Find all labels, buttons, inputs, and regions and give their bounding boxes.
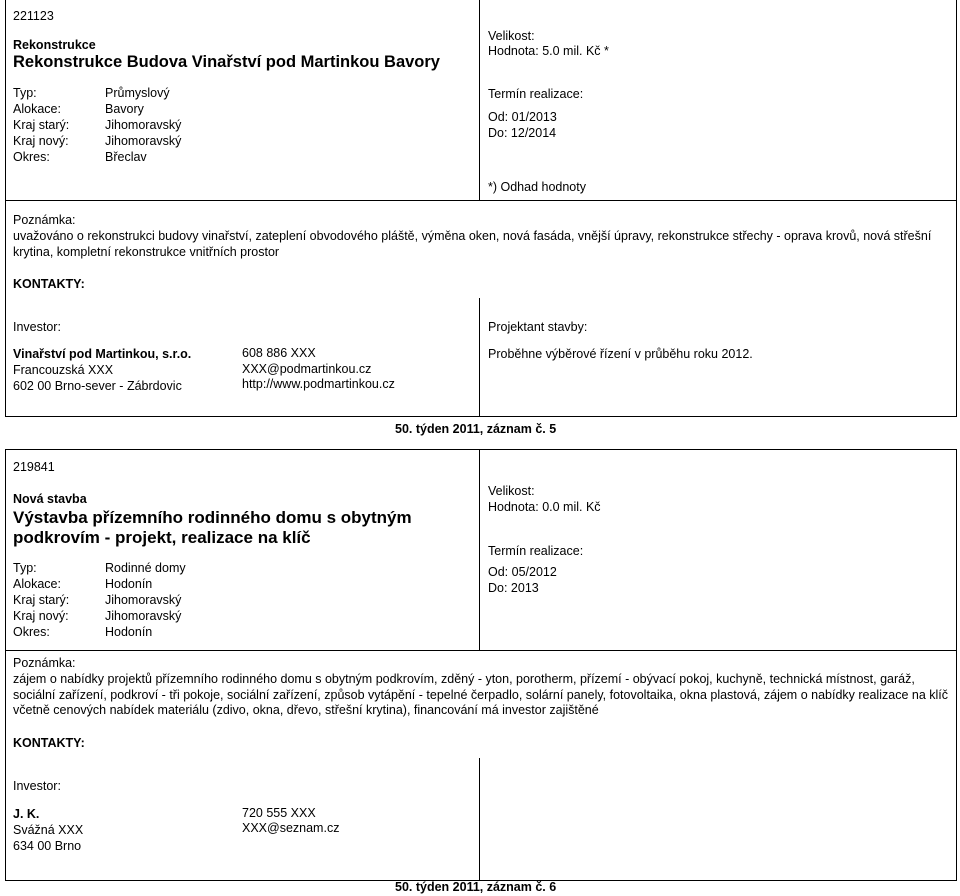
record-2-hline (5, 650, 957, 651)
size-value: Hodnota: 5.0 mil. Kč * (488, 44, 609, 58)
field-label-allocation: Alokace: (13, 577, 61, 591)
field-value-allocation: Bavory (105, 102, 144, 116)
field-label-district: Okres: (13, 625, 50, 639)
field-value-allocation: Hodonín (105, 577, 153, 591)
field-label-type: Typ: (13, 561, 37, 575)
note-text: zájem o nabídky projektů přízemního rodinného domu s obytným podkrovím, zděný - yton, porotherm, přízemí - obývací pokoj, kuchyně, technická místnost, garáž, sociální zařízení, podkroví - tři pokoje, sociální zařízení, způsob vytápění - tepelné čerpadlo, solární panely, fotovoltaika, okna plastová, zájem o nabídky realizace na klíč včetně cenových nabídek materiálu (zdivo, okna, dřevo, střešní krytina), financování má investor zajištěné (13, 672, 948, 717)
investor-email: XXX@seznam.cz (242, 821, 340, 835)
record-title: Výstavba přízemního rodinného domu s obytným podkrovím - projekt, realizace na klíč (13, 508, 412, 547)
field-label-old-region: Kraj starý: (13, 118, 70, 132)
designer-text: Proběhne výběrové řízení v průběhu roku 2012. (488, 347, 753, 361)
note-label: Poznámka: (13, 213, 76, 227)
field-label-old-region: Kraj starý: (13, 593, 70, 607)
field-label-allocation: Alokace: (13, 102, 61, 116)
investor-phone: 720 555 XXX (242, 806, 316, 820)
record-id: 219841 (13, 460, 55, 474)
term-label: Termín realizace: (488, 87, 584, 101)
investor-phone: 608 886 XXX (242, 346, 316, 360)
record-2-contacts-divider (479, 758, 480, 880)
field-value-old-region: Jihomoravský (105, 593, 182, 607)
field-value-new-region: Jihomoravský (105, 134, 182, 148)
field-value-type: Průmyslový (105, 86, 170, 100)
record-1-divider (479, 0, 480, 200)
investor-name: Vinařství pod Martinkou, s.r.o. (13, 347, 192, 361)
note-label: Poznámka: (13, 656, 76, 670)
term-to: Do: 2013 (488, 581, 539, 595)
note-text: uvažováno o rekonstrukci budovy vinařství, zateplení obvodového pláště, výměna oken, nová fasáda, vnější úpravy, rekonstrukce střechy - oprava krovů, nová střešní krytina, kompletní rekonstrukce vnitřních prostor (13, 229, 932, 259)
size-label: Velikost: (488, 484, 535, 498)
record-category: Nová stavba (13, 492, 87, 506)
investor-name: J. K. (13, 807, 40, 821)
field-value-old-region: Jihomoravský (105, 118, 182, 132)
field-label-type: Typ: (13, 86, 37, 100)
field-label-new-region: Kraj nový: (13, 609, 69, 623)
investor-email: XXX@podmartinkou.cz (242, 362, 372, 376)
contacts-heading: KONTAKTY: (13, 277, 85, 291)
field-value-new-region: Jihomoravský (105, 609, 182, 623)
investor-street: Francouzská XXX (13, 363, 114, 377)
designer-label: Projektant stavby: (488, 320, 588, 334)
size-value: Hodnota: 0.0 mil. Kč (488, 500, 601, 514)
investor-label: Investor: (13, 320, 61, 334)
record-footer: 50. týden 2011, záznam č. 6 (395, 880, 557, 894)
record-fields (13, 86, 181, 166)
record-1-contacts-divider (479, 298, 480, 417)
size-label: Velikost: (488, 29, 535, 43)
record-2-divider (479, 450, 480, 650)
field-label-new-region: Kraj nový: (13, 134, 69, 148)
contacts-heading: KONTAKTY: (13, 736, 85, 750)
record-id: 221123 (13, 9, 54, 23)
investor-city: 634 00 Brno (13, 839, 82, 853)
record-1-hline (5, 200, 957, 201)
field-value-type: Rodinné domy (105, 561, 186, 575)
term-from: Od: 05/2012 (488, 565, 557, 579)
term-label: Termín realizace: (488, 544, 584, 558)
term-to: Do: 12/2014 (488, 126, 557, 140)
record-title: Rekonstrukce Budova Vinařství pod Martinkou Bavory (13, 53, 440, 71)
term-from: Od: 01/2013 (488, 110, 557, 124)
record-fields (13, 561, 186, 641)
estimate-note: *) Odhad hodnoty (488, 180, 586, 194)
field-value-district: Břeclav (105, 150, 147, 164)
field-label-district: Okres: (13, 150, 50, 164)
investor-web-link[interactable]: http://www.podmartinkou.cz (242, 377, 395, 391)
record-category: Rekonstrukce (13, 38, 96, 52)
investor-street: Svážná XXX (13, 823, 84, 837)
record-footer: 50. týden 2011, záznam č. 5 (395, 422, 557, 436)
investor-city: 602 00 Brno-sever - Zábrdovic (13, 379, 182, 393)
field-value-district: Hodonín (105, 625, 153, 639)
investor-label: Investor: (13, 779, 61, 793)
